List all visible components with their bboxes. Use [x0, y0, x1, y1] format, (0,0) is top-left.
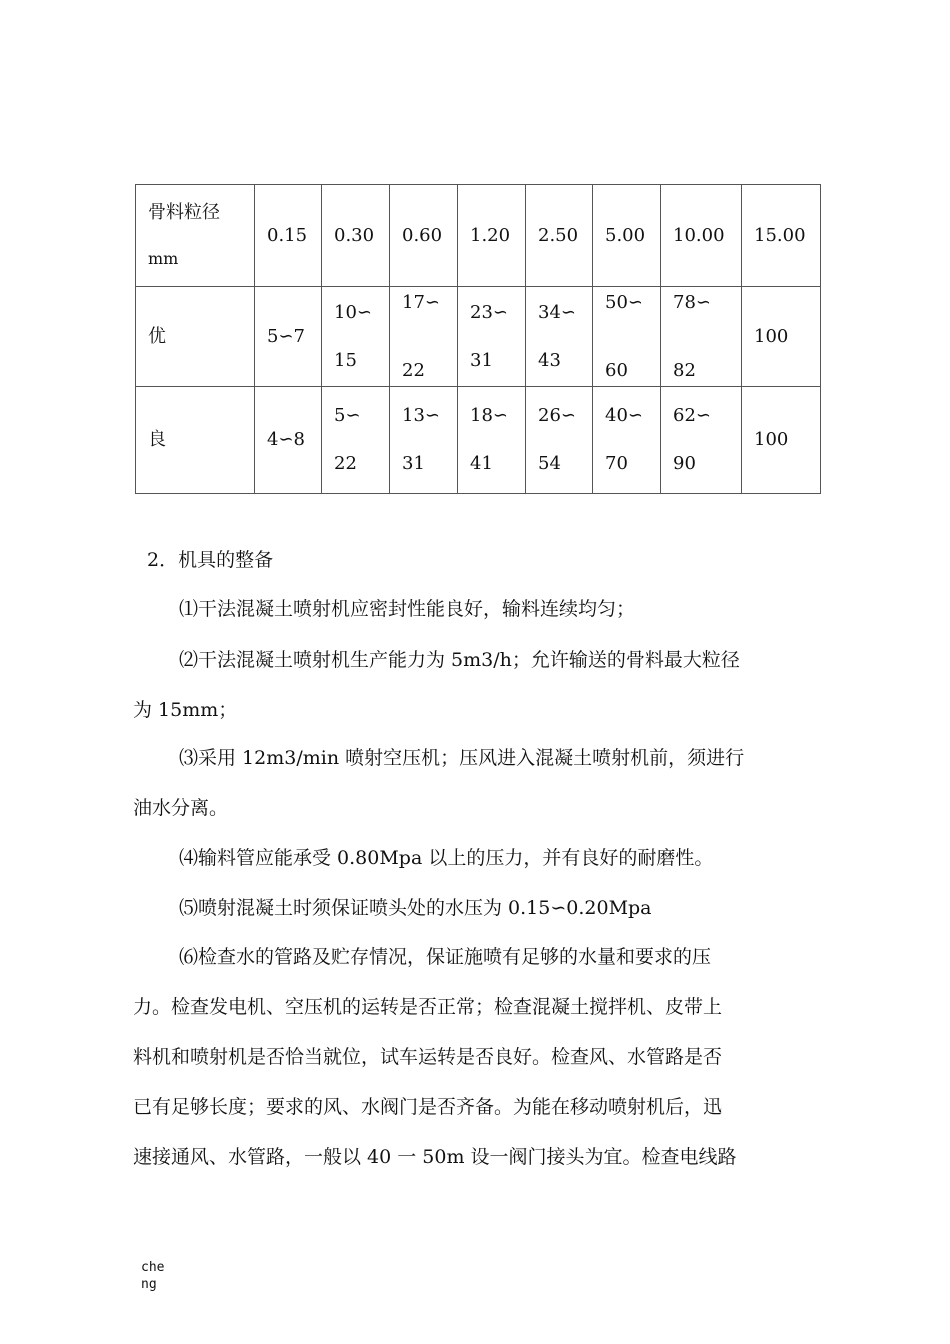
- value-bottom: 31: [470, 349, 493, 371]
- value-top: 5∽: [334, 405, 361, 426]
- value-bottom: 90: [673, 453, 696, 474]
- value-cell: [526, 387, 593, 494]
- value-cell: [661, 287, 742, 387]
- table-header-row: [136, 185, 821, 287]
- value-cell: [390, 387, 458, 494]
- item-4: ⑷输料管应能承受 0.80Mpa 以上的压力，并有良好的耐磨性。: [179, 847, 714, 869]
- size-cell: 0.60: [390, 185, 458, 287]
- value-text: 4∽8: [267, 429, 305, 450]
- value-bottom: 22: [402, 359, 425, 381]
- grade-cell: 优: [136, 287, 255, 387]
- section-heading: 2．机具的整备: [147, 549, 274, 571]
- grade-cell: 良: [136, 387, 255, 494]
- value-cell: [322, 387, 390, 494]
- aggregate-grading-table: [135, 184, 821, 494]
- table-row: [136, 287, 821, 387]
- value-bottom: 54: [538, 453, 561, 474]
- size-cell: 15.00: [742, 185, 821, 287]
- item-6-line-2: 力。检查发电机、空压机的运转是否正常；检查混凝土搅拌机、皮带上: [133, 996, 723, 1018]
- value-cell: [526, 287, 593, 387]
- item-5: ⑸喷射混凝土时须保证喷头处的水压为 0.15∽0.20Mpa: [179, 897, 652, 919]
- value-top: 10∽: [334, 301, 372, 323]
- item-3-line-1: ⑶采用 12m3/min 喷射空压机；压风进入混凝土喷射机前，须进行: [179, 747, 745, 769]
- size-cell: 2.50: [526, 185, 593, 287]
- value-top: 34∽: [538, 301, 576, 323]
- value-bottom: 82: [673, 359, 696, 381]
- value-cell: 100: [742, 387, 821, 494]
- value-top: 26∽: [538, 405, 576, 426]
- value-cell: [593, 287, 661, 387]
- value-top: 13∽: [402, 405, 440, 426]
- size-cell: 0.30: [322, 185, 390, 287]
- table-row: [136, 387, 821, 494]
- value-top: 23∽: [470, 301, 508, 323]
- value-cell: 100: [742, 287, 821, 387]
- header-label: 骨料粒径: [148, 201, 220, 223]
- value-cell: [322, 287, 390, 387]
- header-label-cell: [136, 185, 255, 287]
- value-top: 50∽: [605, 291, 643, 313]
- size-cell: 1.20: [458, 185, 526, 287]
- value-top: 78∽: [673, 291, 711, 313]
- value-cell: [661, 387, 742, 494]
- value-top: 18∽: [470, 405, 508, 426]
- value-cell: [255, 287, 322, 387]
- item-2-line-1: ⑵干法混凝土喷射机生产能力为 5m3/h；允许输送的骨料最大粒径: [179, 649, 740, 671]
- value-text: 5∽7: [267, 325, 305, 347]
- footer-note: cheng: [141, 1260, 165, 1292]
- value-cell: [255, 387, 322, 494]
- header-unit: mm: [148, 248, 179, 268]
- value-bottom: 41: [470, 453, 493, 474]
- value-bottom: 31: [402, 453, 425, 474]
- item-6-line-4: 已有足够长度；要求的风、水阀门是否齐备。为能在移动喷射机后，迅: [133, 1096, 723, 1118]
- value-bottom: 60: [605, 359, 628, 381]
- value-top: 62∽: [673, 405, 711, 426]
- size-cell: 5.00: [593, 185, 661, 287]
- size-cell: 0.15: [255, 185, 322, 287]
- value-bottom: 70: [605, 453, 628, 474]
- value-top: 17∽: [402, 291, 440, 313]
- item-6-line-1: ⑹检查水的管路及贮存情况，保证施喷有足够的水量和要求的压: [179, 946, 712, 968]
- value-cell: [390, 287, 458, 387]
- value-bottom: 43: [538, 349, 561, 371]
- item-6-line-3: 料机和喷射机是否恰当就位，试车运转是否良好。检查风、水管路是否: [133, 1046, 723, 1068]
- value-bottom: 15: [334, 349, 357, 371]
- item-2-line-2: 为 15mm；: [133, 699, 238, 721]
- item-3-line-2: 油水分离。: [133, 797, 229, 819]
- value-cell: [593, 387, 661, 494]
- size-cell: 10.00: [661, 185, 742, 287]
- item-6-line-5: 速接通风、水管路，一般以 40 一 50m 设一阀门接头为宜。检查电线路: [133, 1146, 737, 1168]
- value-bottom: 22: [334, 453, 357, 474]
- value-top: 40∽: [605, 405, 643, 426]
- value-cell: [458, 287, 526, 387]
- item-1: ⑴干法混凝土喷射机应密封性能良好，输料连续均匀；: [179, 598, 636, 620]
- value-cell: [458, 387, 526, 494]
